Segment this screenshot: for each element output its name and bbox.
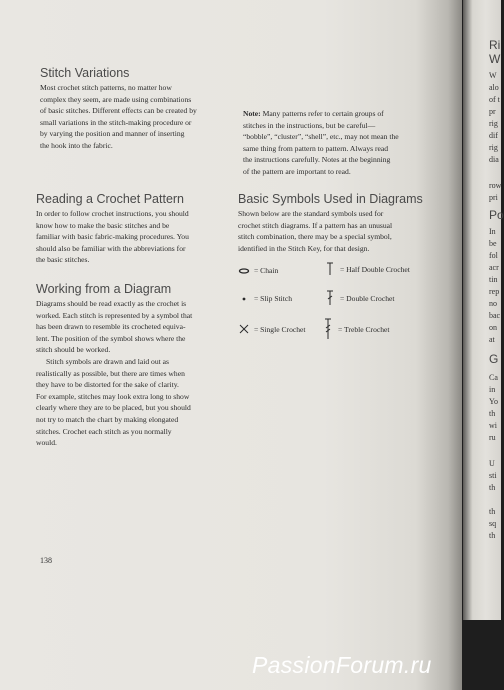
symbol-label: = Double Crochet [340,293,395,303]
text-line: lent. The position of the symbol shows where the [36,333,186,343]
text-line: same thing from pattern to pattern. Always read [243,143,389,153]
fragment-text: pr [489,107,496,116]
fragment-text: dif [489,131,498,140]
text-line: has been drawn to resemble its crocheted equiva- [36,322,186,332]
fragment-text: row [489,181,502,190]
text-line: Shown below are the standard symbols used for [238,209,384,218]
fragment-text: at [489,335,495,344]
adjacent-page-fragment [463,0,504,620]
text-line [243,108,433,120]
text-line: small variations in the stitch-making procedure or [40,117,192,127]
fragment-text: rig [489,119,498,128]
site-watermark: PassionForum.ru [252,652,432,678]
heading-reading-pattern: Reading a Crochet Pattern [36,192,185,206]
text-line: stitches. Crochet each stitch as you normally [36,426,172,436]
symbol-label: = Single Crochet [254,324,306,334]
fragment-text: In [489,227,496,236]
fragment-text: on [489,323,497,332]
text-line: clearly where they are to be placed, but you should [36,403,191,413]
symbol-label: = Slip Stitch [254,294,293,303]
fragment-text: alo [489,83,499,92]
fragment-text: th [489,531,496,540]
paragraph-working-diagram [36,298,226,449]
text-line: complex they seem, are made using combinations [40,94,192,104]
fragment-text: tin [489,275,498,284]
fragment-text: fol [489,251,498,260]
single-crochet-icon [236,324,252,334]
fragment-text: rep [489,287,500,296]
paragraph-reading-pattern [36,208,226,266]
text-line: “bobble”, “cluster”, “shell”, etc., may not mean the [243,132,399,142]
text-line: the basic stitches. [36,255,90,265]
chain-icon [236,268,252,274]
half-double-crochet-icon [322,262,338,276]
fragment-heading: G [489,352,499,366]
text-line: know how to make the basic stitches and be [36,220,170,230]
text-line: the hook into the fabric. [40,140,113,150]
fragment-text: no [489,299,497,308]
text-line: of the pattern are important to read. [243,166,351,176]
symbol-label: = Half Double Crochet [340,264,410,274]
text-line: familiar with basic fabric-making procedures. You [36,232,189,242]
text-line: not try to match the chart by making elongated [36,414,179,424]
fragment-heading: W [489,52,501,66]
text-line: Most crochet stitch patterns, no matter how [40,83,172,92]
fragment-text: W [489,71,497,80]
fragment-text: dia [489,155,499,164]
symbol-key-slip-stitch [236,294,292,303]
page-number: 138 [40,556,52,565]
fragment-text: U [489,459,495,468]
fragment-text: rig [489,143,498,152]
fragment-heading: Po [489,208,504,222]
text-line: Stitch symbols are drawn and laid out as [46,356,169,366]
text-line: the instructions carefully. Notes at the beginning [243,155,391,165]
double-crochet-icon [322,290,338,306]
fragment-text: Yo [489,397,498,406]
symbol-label: = Chain [254,266,279,275]
paragraph-stitch-variations [40,82,230,152]
fragment-text: acr [489,263,499,272]
text-line: Diagrams should be read exactly as the crochet is [36,299,187,308]
fragment-text: sti [489,471,497,480]
text-line: worked. Each stitch is represented by a symbol that [36,310,193,320]
heading-working-diagram: Working from a Diagram [36,282,172,296]
symbol-key-chain [236,266,278,275]
fragment-text: of t [489,95,500,104]
paragraph-note [243,108,433,178]
fragment-text: bac [489,311,501,320]
text-line: stitch combination, there may be a special symbol, [238,232,392,242]
symbol-key-single-crochet [236,324,306,334]
fragment-text: sq [489,519,497,528]
fragment-text: in [489,385,496,394]
text-line: would. [36,438,57,448]
note-label: Note: [243,109,261,118]
text-line: by varying the position and manner of inserting [40,129,185,139]
text-line: In order to follow crochet instructions, you should [36,209,189,218]
text-line: stitch should be worked. [36,345,111,355]
slip-stitch-icon [236,296,252,302]
heading-stitch-variations: Stitch Variations [40,66,130,80]
treble-crochet-icon [320,318,336,340]
heading-basic-symbols: Basic Symbols Used in Diagrams [238,192,423,206]
text-line: crochet stitch diagrams. If a pattern has an unusual [238,220,393,230]
text-line: realistically as possible, but there are times when [36,368,185,378]
note-first-line: Many patterns refer to certain groups of [262,109,384,118]
symbol-key-double-crochet [322,290,394,306]
text-line: of basic stitches. Different effects can be created by [40,106,197,116]
symbol-key-treble-crochet [320,318,390,340]
fragment-text: th [489,483,496,492]
fragment-text: ru [489,433,496,442]
text-line: should also be familiar with the abbreviations for [36,243,186,253]
symbol-key-half-double-crochet [322,262,410,276]
symbol-label: = Treble Crochet [338,324,390,334]
text-line: identified in the Stitch Key, for that design. [238,243,370,253]
text-line: For example, stitches may look extra long to show [36,391,190,401]
fragment-text: pri [489,193,498,202]
fragment-text: th [489,409,496,418]
fragment-text: wi [489,421,497,430]
text-line: stitches in the instructions, but be careful— [243,120,376,130]
paragraph-basic-symbols [238,208,434,254]
fragment-text: th [489,507,496,516]
fragment-text: Ca [489,373,498,382]
fragment-text: be [489,239,497,248]
text-line: they have to be distorted for the sake of clarity. [36,380,179,390]
fragment-heading: Ri [489,38,501,52]
